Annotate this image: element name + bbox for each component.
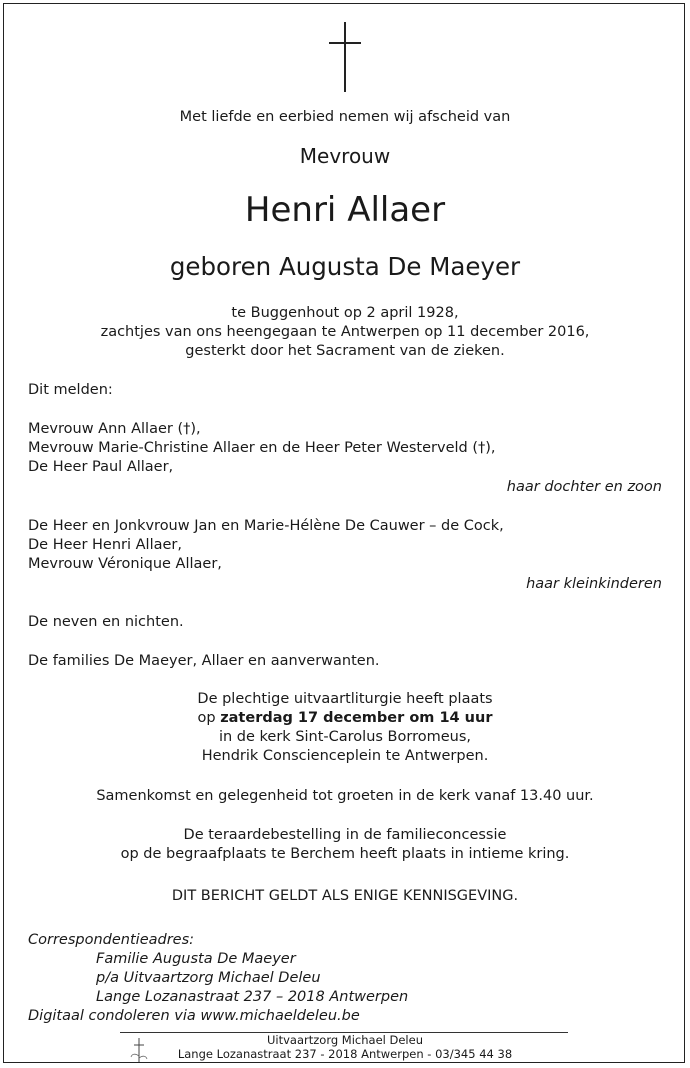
child-line-3: De Heer Paul Allaer, <box>28 459 174 475</box>
funeral-line-3: in de kerk Sint-Carolus Borromeus, <box>218 729 471 745</box>
announce-label: Dit melden: <box>28 382 113 398</box>
cross-icon <box>329 22 361 92</box>
born-name: geboren Augusta De Maeyer <box>169 252 521 281</box>
correspondence-line-2: p/a Uitvaartzorg Michael Deleu <box>96 970 321 986</box>
cousins-line: De neven en nichten. <box>28 614 184 630</box>
date-line-1: te Buggenhout op 2 april 1928, <box>231 305 459 321</box>
families-line: De families De Maeyer, Allaer en aanverwanten. <box>28 653 380 669</box>
grandchild-line-1: De Heer en Jonkvrouw Jan en Marie-Hélène De Cauwer – de Cock, <box>28 518 504 534</box>
funeral-line-2 <box>0 709 690 728</box>
correspondence-line-3: Lange Lozanastraat 237 – 2018 Antwerpen <box>96 989 409 1005</box>
funeral-line-1: De plechtige uitvaartliturgie heeft plaats <box>197 691 493 707</box>
grandchildren-relation: haar kleinkinderen <box>526 576 662 592</box>
grandchild-line-3: Mevrouw Véronique Allaer, <box>28 556 222 572</box>
funeral-datetime: zaterdag 17 december om 14 uur <box>220 710 493 726</box>
intro-text: Met liefde en eerbied nemen wij afscheid van <box>179 109 511 125</box>
burial-line-2: op de begraafplaats te Berchem heeft plaats in intieme kring. <box>120 846 570 862</box>
footer-company: Uitvaartzorg Michael Deleu <box>266 1033 423 1047</box>
grandchild-line-2: De Heer Henri Allaer, <box>28 537 182 553</box>
title-mevrouw: Mevrouw <box>299 144 391 168</box>
funeral-line-2-prefix: op <box>197 710 221 726</box>
funeral-line-4: Hendrik Conscienceplein te Antwerpen. <box>201 748 489 764</box>
children-relation: haar dochter en zoon <box>506 479 662 495</box>
child-line-2: Mevrouw Marie-Christine Allaer en de Heer Peter Westerveld (†), <box>28 440 496 456</box>
cross-flower-logo-icon <box>129 1036 149 1064</box>
burial-line-1: De teraardebestelling in de familieconcessie <box>183 827 507 843</box>
footer-address: Lange Lozanastraat 237 - 2018 Antwerpen - 03/345 44 38 <box>177 1047 513 1061</box>
gathering-line: Samenkomst en gelegenheid tot groeten in de kerk vanaf 13.40 uur. <box>96 788 594 804</box>
date-line-2: zachtjes van ons heengegaan te Antwerpen op 11 december 2016, <box>100 324 590 340</box>
correspondence-line-1: Familie Augusta De Maeyer <box>96 951 296 967</box>
deceased-name: Henri Allaer <box>244 190 446 230</box>
date-line-3: gesterkt door het Sacrament van de zieken. <box>185 343 505 359</box>
correspondence-label: Correspondentieadres: <box>28 932 195 948</box>
notice-line: DIT BERICHT GELDT ALS ENIGE KENNISGEVING. <box>171 888 519 904</box>
digital-condolence: Digitaal condoleren via www.michaeldeleu.be <box>28 1008 360 1024</box>
child-line-1: Mevrouw Ann Allaer (†), <box>28 421 201 437</box>
